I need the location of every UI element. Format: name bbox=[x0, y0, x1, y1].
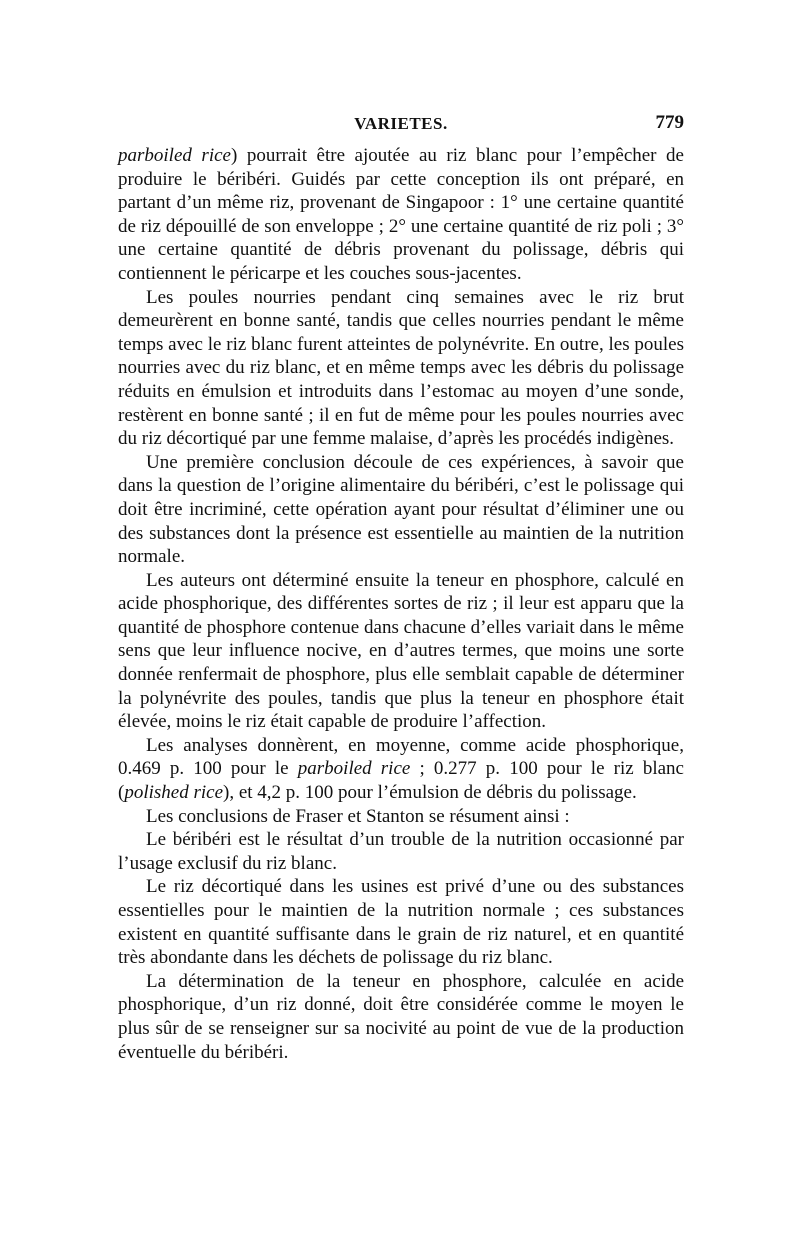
italic-term: polished rice bbox=[124, 782, 224, 804]
italic-term: parboiled rice bbox=[118, 145, 231, 166]
paragraph-3 bbox=[118, 451, 684, 569]
running-header bbox=[118, 112, 684, 138]
paragraph-text: Les auteurs ont déterminé ensuite la teneur en phosphore, calculé en acide phosphorique, des différentes sortes de riz ; il leur est apparu que la quantité de phosphore contenue dans chacune d’elles variait dans le même sens que leur influence nocive, en d’autres termes, que moins une sorte donnée renfermait de phosphore, plus elle semblait capable de déterminer la polynévrite des poules, tandis que plus la teneur en phosphore était élevée, moins le riz était capable de produire l’affection. bbox=[118, 569, 684, 733]
paragraph-text: Les poules nourries pendant cinq semaines avec le riz brut demeurèrent en bonne santé, tandis que celles nourries pendant le même temps avec le riz blanc furent atteintes de polynévrite. En outre, les poules nourries avec du riz blanc, et en même temps avec les débris du polissage réduits en émulsion et introduits dans l’estomac au moyen d’une sonde, restèrent en bonne santé ; il en fut de même pour les poules nourries avec du riz décortiqué par une femme malaise, d’après les procédés indigènes. bbox=[118, 286, 684, 450]
body-text bbox=[118, 144, 684, 1064]
paragraph-text: Les conclusions de Fraser et Stanton se résument ainsi : bbox=[146, 805, 570, 827]
paragraph-text: ; 0.277 p. 100 pour le riz blanc ( bbox=[118, 758, 684, 804]
paragraph-7 bbox=[118, 828, 684, 875]
paragraph-1 bbox=[118, 144, 684, 286]
paragraph-text: Le riz décortiqué dans les usines est privé d’une ou des substances essentielles pour le maintien de la nutrition normale ; ces substances existent en quantité suffisante dans le grain de riz naturel, et en quantité très abondante dans les déchets de polissage du riz blanc. bbox=[118, 876, 684, 969]
paragraph-9 bbox=[118, 970, 684, 1064]
paragraph-5 bbox=[118, 734, 684, 805]
paragraph-text: La détermination de la teneur en phosphore, calculée en acide phosphorique, d’un riz donné, doit être considérée comme le moyen le plus sûr de se renseigner sur sa nocivité au point de vue de la production éventuelle du béribéri. bbox=[118, 970, 684, 1063]
paragraph-6 bbox=[118, 805, 684, 829]
paragraph-text: Une première conclusion découle de ces expériences, à savoir que dans la question de l’origine alimentaire du béribéri, c’est le polissage qui doit être incriminé, cette opération ayant pour résultat d’éliminer une ou des substances dont la présence est essentielle au maintien de la nutrition normale. bbox=[118, 451, 684, 568]
document-page bbox=[118, 112, 684, 1064]
page-number: 779 bbox=[655, 112, 684, 133]
paragraph-text: ) pourrait être ajoutée au riz blanc pour l’empêcher de produire le béribéri. Guidés par cette conception ils ont préparé, en partant d’un même riz, provenant de Singapoor : 1° une certaine quantité de riz dépouillé de son enveloppe ; 2° une certaine quantité de riz poli ; 3° une certaine quantité de débris provenant du polissage, débris qui contiennent le péricarpe et les couches sous-jacentes. bbox=[118, 145, 684, 284]
paragraph-text: Le béribéri est le résultat d’un trouble de la nutrition occasionné par l’usage exclusif du riz blanc. bbox=[118, 829, 684, 874]
paragraph-4 bbox=[118, 569, 684, 734]
paragraph-text: ), et 4,2 p. 100 pour l’émulsion de débris du polissage. bbox=[223, 782, 637, 804]
paragraph-text: Les analyses donnèrent, en moyenne, comme acide phosphorique, 0.469 p. 100 pour le bbox=[118, 734, 684, 780]
paragraph-8 bbox=[118, 875, 684, 969]
italic-term: parboiled rice bbox=[297, 758, 411, 780]
paragraph-2 bbox=[118, 286, 684, 451]
running-title: VARIETES. bbox=[354, 114, 448, 133]
